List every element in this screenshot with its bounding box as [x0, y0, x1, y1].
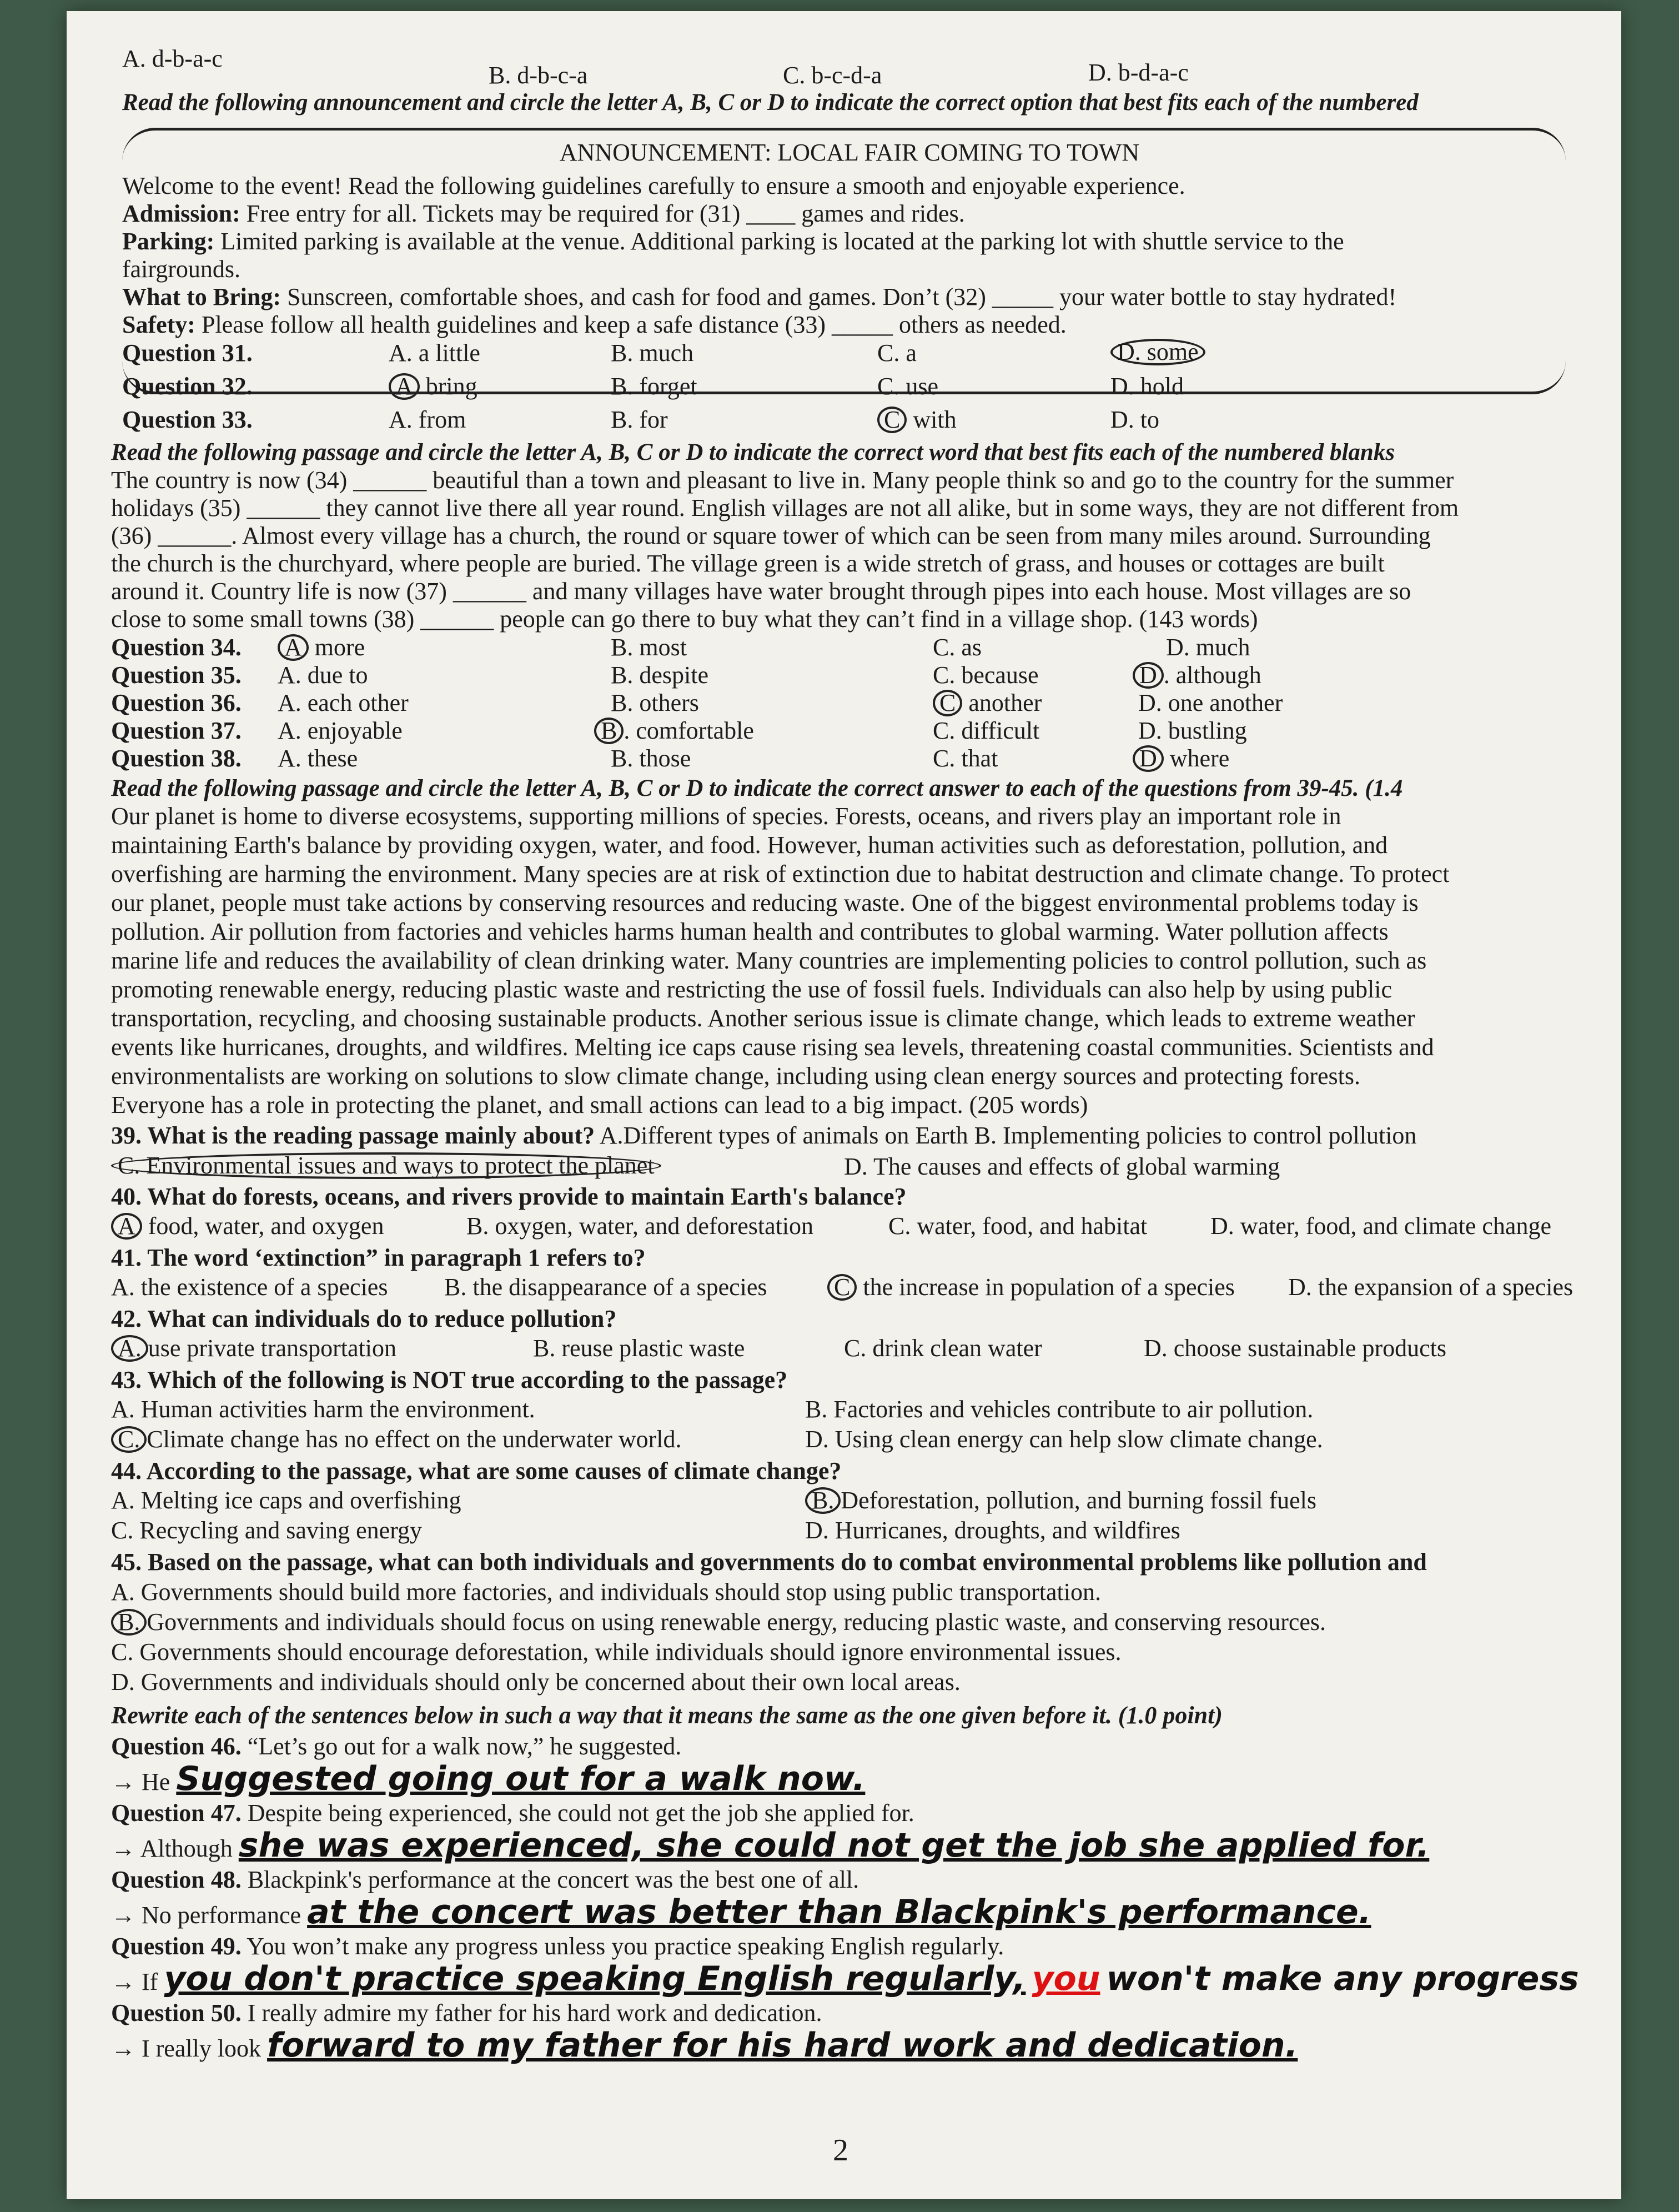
q48-prompt: → No performance [111, 1902, 301, 1929]
worksheet-page [67, 11, 1621, 2199]
q44-row1 [111, 1486, 1588, 1514]
q45-question: 45. Based on the passage, what can both individuals and governments do to combat environmental problems like pollution and [111, 1548, 1427, 1576]
q37-label: Question 37. [111, 717, 242, 744]
q50-text: I really admire my father for his hard work and dedication. [247, 1999, 822, 2027]
q44-option-d: D. Hurricanes, droughts, and wildfires [805, 1517, 1180, 1544]
q38-option-c: C. that [933, 745, 998, 772]
q43-c-circle: C. [111, 1426, 147, 1453]
q45-option-d: D. Governments and individuals should only be concerned about their own local areas. [111, 1668, 961, 1696]
question-38 [111, 744, 1588, 772]
q31-option-b: B. much [611, 339, 694, 367]
passage2-line-1: The country is now (34) ______ beautiful than a town and pleasant to live in. Many people think so and go to the country for the summer [111, 467, 1454, 494]
q43-option-a: A. Human activities harm the environment. [111, 1396, 535, 1423]
q39-option-a: A.Different types of animals on Earth [599, 1122, 968, 1149]
q33-c-circle: C [877, 407, 907, 433]
q40-a-circle: A [111, 1213, 142, 1240]
q45-b-circle: B. [111, 1609, 147, 1636]
q44-option-a: A. Melting ice caps and overfishing [111, 1487, 461, 1514]
q48-row [111, 1866, 1588, 1894]
q48-text: Blackpink's performance at the concert was the best one of all. [247, 1866, 859, 1893]
section3-instruction: Read the following passage and circle the letter A, B, C or D to indicate the correct answer to each of the questions from 39-45. (1.4 [111, 775, 1403, 801]
q41-option-b: B. the disappearance of a species [444, 1273, 767, 1301]
q37-option-b [594, 716, 754, 745]
q49-handwritten-answer: you don't practice speaking English regularly, [164, 1959, 1026, 1998]
passage3-line-1: Our planet is home to diverse ecosystems, supporting millions of species. Forests, oceans, and rivers play an important role in [111, 802, 1341, 830]
q46-label: Question 46. [111, 1733, 242, 1760]
q37-option-d: D. bustling [1138, 717, 1247, 744]
q48-answer-row [111, 1893, 1588, 1932]
q35-option-b: B. despite [611, 661, 708, 689]
passage2-line-6: close to some small towns (38) ______ people can go there to buy what they can’t find in a village shop. (143 words) [111, 605, 1258, 633]
q35-label: Question 35. [111, 661, 242, 689]
question-34 [111, 633, 1588, 661]
q31-option-c: C. a [877, 339, 917, 367]
q50-answer-row [111, 2026, 1588, 2065]
q46-handwritten-answer: Suggested going out for a walk now. [176, 1759, 866, 1798]
q41-option-c [827, 1273, 1235, 1301]
q49-prompt: → If [111, 1968, 158, 1995]
q49-row [111, 1933, 1588, 1960]
q47-prompt: → Although [111, 1835, 233, 1862]
q38-d-circle: D [1133, 745, 1164, 772]
passage3-line-4: our planet, people must take actions by conserving resources and reducing waste. One of the biggest environmental problems today is [111, 889, 1419, 916]
q33-option-d: D. to [1110, 406, 1159, 433]
q40-a-text: food, water, and oxygen [142, 1212, 384, 1240]
top-options [111, 44, 1588, 89]
section1-instruction: Read the following announcement and circle the letter A, B, C or D to indicate the correct option that best fits each of the numbered [122, 89, 1419, 116]
q33-option-a: A. from [389, 406, 466, 433]
q32-option-d: D. hold [1110, 373, 1184, 400]
q43-option-d: D. Using clean energy can help slow climate change. [805, 1426, 1323, 1453]
q43-option-c [111, 1425, 682, 1453]
q36-option-a: A. each other [278, 689, 409, 716]
passage3-line-5: pollution. Air pollution from factories and vehicles harms human health and contributes to global warming. Water pollution affects [111, 918, 1389, 945]
q41-option-d: D. the expansion of a species [1288, 1273, 1574, 1301]
q40-option-d: D. water, food, and climate change [1210, 1212, 1551, 1240]
admission-text: Free entry for all. Tickets may be required for (31) ____ games and rides. [246, 200, 965, 227]
passage3-line-6: marine life and reduces the availability of clean drinking water. Many countries are implementing policies to control pollution, such as [111, 947, 1427, 974]
q34-label: Question 34. [111, 634, 242, 661]
q48-handwritten-answer: at the concert was better than Blackpink's performance. [307, 1893, 1371, 1932]
q41-c-circle: C [827, 1274, 857, 1301]
q45-option-a: A. Governments should build more factories, and individuals should stop using public transportation. [111, 1578, 1101, 1606]
q40-question: 40. What do forests, oceans, and rivers provide to maintain Earth's balance? [111, 1183, 907, 1210]
safety-label: Safety: [122, 311, 195, 338]
q32-a-text: bring [419, 373, 477, 400]
q35-d-circle: D [1133, 662, 1164, 689]
q34-a-text: more [308, 634, 365, 661]
q32-option-a [389, 372, 477, 400]
q38-d-text: where [1163, 745, 1230, 772]
q46-text: “Let’s go out for a walk now,” he suggested. [247, 1733, 682, 1760]
parking-label: Parking: [122, 228, 215, 255]
q49-answer-row [111, 1959, 1588, 1998]
announcement-title: ANNOUNCEMENT: LOCAL FAIR COMING TO TOWN [559, 139, 1140, 166]
q36-option-d: D. one another [1138, 689, 1283, 716]
q37-b-text: . comfortable [624, 717, 754, 744]
safety-text: Please follow all health guidelines and keep a safe distance (33) _____ others as needed. [201, 311, 1067, 338]
q33-option-c [877, 405, 957, 434]
parking-text: Limited parking is available at the venue. Additional parking is located at the parking lot with shuttle service to the [220, 228, 1344, 255]
q42-option-d: D. choose sustainable products [1144, 1335, 1446, 1362]
q34-option-c: C. as [933, 634, 982, 661]
q45-b-text: Governments and individuals should focus on using renewable energy, reducing plastic waste, and conserving resources. [147, 1608, 1326, 1636]
section2-instruction: Read the following passage and circle the letter A, B, C or D to indicate the correct word that best fits each of the numbered blanks [111, 439, 1395, 465]
question-37 [111, 716, 1588, 744]
admission-label: Admission: [122, 200, 240, 227]
q44-row2 [111, 1516, 1588, 1544]
announcement-welcome: Welcome to the event! Read the following guidelines carefully to ensure a smooth and enjoyable experience. [122, 172, 1185, 199]
q32-a-circle: A [389, 373, 420, 400]
q50-row [111, 1999, 1588, 2027]
question-33 [111, 405, 1588, 433]
announcement-safety [122, 311, 1588, 339]
top-option-d: D. b-d-a-c [1088, 59, 1189, 86]
q47-text: Despite being experienced, she could not get the job she applied for. [247, 1799, 914, 1827]
q39-question: 39. What is the reading passage mainly about? [111, 1122, 595, 1149]
page-number: 2 [833, 2133, 848, 2168]
q32-option-b: B. forget [611, 373, 697, 400]
q46-prompt: → He [111, 1768, 170, 1795]
question-31 [111, 339, 1588, 367]
q47-answer-row [111, 1826, 1588, 1865]
q35-option-a: A. due to [278, 661, 368, 689]
q45-option-c: C. Governments should encourage deforestation, while individuals should ignore environmental issues. [111, 1638, 1122, 1666]
q49-text: You won’t make any progress unless you practice speaking English regularly. [247, 1933, 1004, 1960]
announcement-admission [122, 200, 1588, 228]
top-option-c: C. b-c-d-a [783, 62, 882, 89]
q33-option-b: B. for [611, 406, 668, 433]
q34-option-b: B. most [611, 634, 687, 661]
q50-prompt: → I really look [111, 2035, 262, 2062]
q37-b-circle: B [594, 718, 624, 744]
q37-option-a: A. enjoyable [278, 717, 403, 744]
q43-c-text: Climate change has no effect on the underwater world. [147, 1426, 682, 1453]
q39-option-b: B. Implementing policies to control pollution [974, 1122, 1417, 1149]
q34-option-d: D. much [1166, 634, 1250, 661]
q39-row [111, 1122, 1588, 1150]
q36-option-c [933, 689, 1042, 717]
q43-question: 43. Which of the following is NOT true according to the passage? [111, 1366, 788, 1393]
q43-option-b: B. Factories and vehicles contribute to air pollution. [805, 1396, 1314, 1423]
q47-row [111, 1799, 1588, 1827]
q34-option-a [278, 633, 365, 661]
q36-c-circle: C [933, 690, 962, 716]
q49-handwritten-tail: won't make any progress [1106, 1959, 1579, 1998]
q31-option-d-circled: D. some [1110, 339, 1205, 365]
q35-option-c: C. because [933, 661, 1039, 689]
passage3-line-2: maintaining Earth's balance by providing oxygen, water, and food. However, human activities such as deforestation, pollution, and [111, 831, 1388, 859]
q42-options [111, 1334, 1588, 1362]
passage2-line-2: holidays (35) ______ they cannot live there all year round. English villages are not all alike, but in some ways, they are not different from [111, 494, 1459, 521]
passage2-line-4: the church is the churchyard, where people are buried. The village green is a wide stretch of grass, and houses or cottages are built [111, 550, 1385, 577]
q38-option-b: B. those [611, 745, 691, 772]
q38-label: Question 38. [111, 745, 242, 772]
question-35 [111, 661, 1588, 689]
q35-d-text: . although [1163, 661, 1261, 689]
bring-label: What to Bring: [122, 283, 281, 310]
q46-row [111, 1733, 1588, 1760]
q32-label: Question 32. [122, 373, 253, 400]
top-option-b: B. d-b-c-a [489, 62, 588, 89]
passage3-line-11: Everyone has a role in protecting the planet, and small actions can lead to a big impact. (205 words) [111, 1091, 1088, 1118]
announcement-parking [122, 228, 1588, 255]
q44-question: 44. According to the passage, what are some causes of climate change? [111, 1457, 842, 1484]
q38-option-a: A. these [278, 745, 358, 772]
q47-label: Question 47. [111, 1799, 242, 1827]
q44-option-b [805, 1486, 1316, 1514]
q39-row2 [111, 1152, 1588, 1180]
q40-option-b: B. oxygen, water, and deforestation [466, 1212, 814, 1240]
passage3-line-10: environmentalists are working on solutions to slow climate change, including using clean energy sources and protecting forests. [111, 1062, 1360, 1090]
q39-option-c-circled: C. Environmental issues and ways to protect the planet [111, 1152, 661, 1179]
q36-c-text: another [962, 689, 1042, 716]
q50-handwritten-answer: forward to my father for his hard work and dedication. [267, 2026, 1298, 2065]
q48-label: Question 48. [111, 1866, 242, 1893]
q42-a-text: use private transportation [148, 1335, 396, 1362]
q37-option-c: C. difficult [933, 717, 1040, 744]
q40-option-c: C. water, food, and habitat [888, 1212, 1148, 1240]
q38-option-d [1133, 744, 1229, 773]
q41-question: 41. The word ‘extinction” in paragraph 1 refers to? [111, 1244, 646, 1271]
top-option-a: A. d-b-a-c [122, 45, 223, 72]
passage3-line-9: events like hurricanes, droughts, and wildfires. Melting ice caps cause rising sea levels, threatening coastal communities. Scientists and [111, 1034, 1434, 1061]
q33-c-text: with [907, 406, 957, 433]
q39-option-d: D. The causes and effects of global warming [844, 1153, 1280, 1180]
q43-row1 [111, 1395, 1588, 1423]
passage3-line-3: overfishing are harming the environment. Many species are at risk of extinction due to habitat destruction and climate change. To protect [111, 860, 1450, 887]
q42-question: 42. What can individuals do to reduce pollution? [111, 1305, 617, 1332]
q42-option-b: B. reuse plastic waste [533, 1335, 745, 1362]
section4-instruction: Rewrite each of the sentences below in such a way that it means the same as the one given before it. (1.0 point) [111, 1702, 1223, 1729]
q41-c-text: the increase in population of a species [857, 1273, 1235, 1301]
q49-label: Question 49. [111, 1933, 242, 1960]
passage2-line-3: (36) ______. Almost every village has a church, the round or square tower of which can be seen from many miles around. Surrounding [111, 522, 1431, 549]
bring-text: Sunscreen, comfortable shoes, and cash for food and games. Don’t (32) _____ your water bottle to stay hydrated! [287, 283, 1397, 310]
q31-label: Question 31. [122, 339, 253, 367]
q47-handwritten-answer: she was experienced, she could not get the job she applied for. [238, 1826, 1430, 1865]
q32-option-c: C. use [877, 373, 938, 400]
q42-a-circle: A. [111, 1335, 148, 1362]
q40-option-a [111, 1212, 384, 1240]
q36-option-b: B. others [611, 689, 699, 716]
announcement-bring [122, 283, 1588, 311]
q36-label: Question 36. [111, 689, 242, 716]
q50-label: Question 50. [111, 1999, 242, 2027]
q41-options [111, 1273, 1588, 1301]
question-32 [111, 372, 1588, 400]
q46-answer-row [111, 1759, 1588, 1798]
q44-option-c: C. Recycling and saving energy [111, 1517, 423, 1544]
q40-options [111, 1212, 1588, 1240]
q34-a-circle: A [278, 634, 309, 661]
q44-b-circle: B. [805, 1487, 841, 1514]
q42-option-a [111, 1334, 396, 1362]
q31-option-a: A. a little [389, 339, 480, 367]
announcement-parking-cont: fairgrounds. [122, 255, 241, 283]
q41-option-a: A. the existence of a species [111, 1273, 388, 1301]
q43-row2 [111, 1425, 1588, 1453]
question-36 [111, 689, 1588, 716]
passage3-line-7: promoting renewable energy, reducing plastic waste and restricting the use of fossil fuels. Individuals can also help by using public [111, 976, 1392, 1003]
q35-option-d [1133, 661, 1261, 689]
q42-option-c: C. drink clean water [844, 1335, 1042, 1362]
passage3-line-8: transportation, recycling, and choosing sustainable products. Another serious issue is climate change, which leads to extreme weather [111, 1005, 1415, 1032]
q33-label: Question 33. [122, 406, 253, 433]
q44-b-text: Deforestation, pollution, and burning fossil fuels [841, 1487, 1317, 1514]
passage2-line-5: around it. Country life is now (37) ______ and many villages have water brought through pipes into each house. Most villages are so [111, 578, 1411, 605]
q45-option-b [111, 1608, 1588, 1636]
q49-handwritten-red-word: you [1032, 1959, 1100, 1998]
